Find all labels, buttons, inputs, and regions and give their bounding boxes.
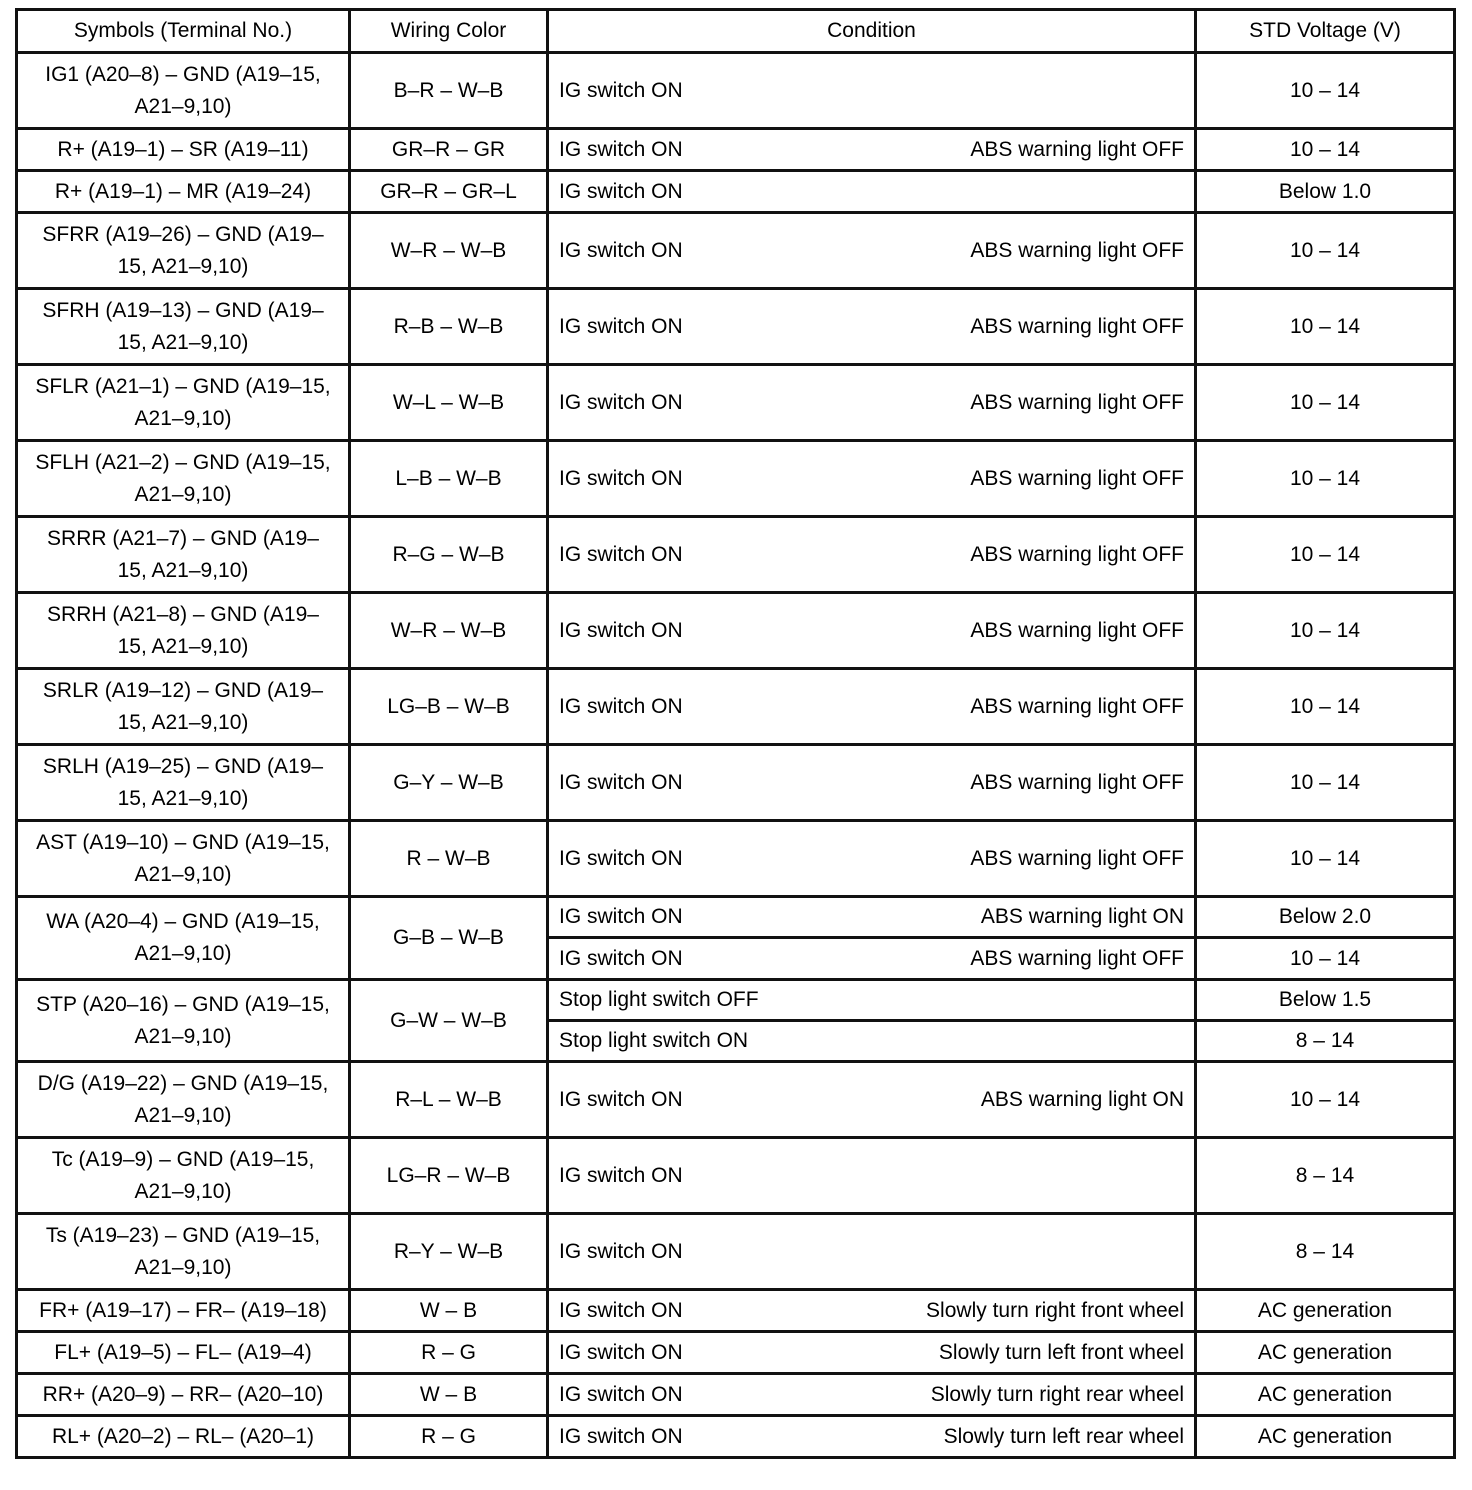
condition-main: IG switch ON <box>559 1087 683 1111</box>
condition-cell <box>548 1214 1196 1290</box>
condition-cell <box>548 53 1196 129</box>
symbols-cell <box>17 897 350 980</box>
condition-note: ABS warning light OFF <box>970 694 1184 718</box>
condition-main: IG switch ON <box>559 1424 683 1448</box>
condition-content <box>559 943 1184 975</box>
std-voltage-cell: 8 – 14 <box>1196 1021 1455 1062</box>
symbols-text: Tc (A19–9) – GND (A19–15, A21–9,10) <box>51 1147 315 1203</box>
wiring-color-cell: GR–R – GR <box>350 129 548 171</box>
condition-content <box>559 235 1184 267</box>
header-row <box>17 10 1455 53</box>
wiring-color-cell: R – G <box>350 1416 548 1458</box>
std-voltage-cell: 10 – 14 <box>1196 213 1455 289</box>
condition-main: IG switch ON <box>559 390 683 414</box>
wiring-color-cell: R–L – W–B <box>350 1062 548 1138</box>
condition-content <box>559 843 1184 875</box>
symbols-text: STP (A20–16) – GND (A19–15, A21–9,10) <box>36 992 330 1048</box>
wiring-color-cell: W–L – W–B <box>350 365 548 441</box>
condition-cell <box>548 821 1196 897</box>
wiring-color-cell: G–W – W–B <box>350 980 548 1062</box>
symbols-text: SRLH (A19–25) – GND (A19–15, A21–9,10) <box>42 754 324 810</box>
std-voltage-cell: 10 – 14 <box>1196 1062 1455 1138</box>
condition-content <box>559 311 1184 343</box>
symbols-text: FR+ (A19–17) – FR– (A19–18) <box>39 1298 327 1322</box>
condition-cell <box>548 938 1196 980</box>
symbols-text: R+ (A19–1) – MR (A19–24) <box>54 179 312 203</box>
symbols-text: AST (A19–10) – GND (A19–15, A21–9,10) <box>36 830 330 886</box>
symbols-text: RR+ (A20–9) – RR– (A20–10) <box>42 1382 324 1406</box>
wiring-color-cell: R–G – W–B <box>350 517 548 593</box>
table-row <box>17 745 1455 821</box>
symbols-text: SFRR (A19–26) – GND (A19–15, A21–9,10) <box>42 222 324 278</box>
condition-cell <box>548 980 1196 1021</box>
condition-content <box>559 134 1184 166</box>
condition-cell <box>548 593 1196 669</box>
condition-cell <box>548 517 1196 593</box>
wiring-color-cell: LG–R – W–B <box>350 1138 548 1214</box>
condition-main: IG switch ON <box>559 694 683 718</box>
condition-note: ABS warning light OFF <box>970 137 1184 161</box>
table-row <box>17 289 1455 365</box>
condition-note: ABS warning light OFF <box>970 314 1184 338</box>
condition-cell <box>548 289 1196 365</box>
symbols-text: IG1 (A20–8) – GND (A19–15, A21–9,10) <box>45 62 321 118</box>
condition-cell <box>548 1138 1196 1214</box>
condition-note: Slowly turn left front wheel <box>938 1340 1184 1364</box>
condition-main: IG switch ON <box>559 1298 683 1322</box>
table-row <box>17 897 1455 938</box>
condition-main: IG switch ON <box>559 618 683 642</box>
wiring-color-cell: R – W–B <box>350 821 548 897</box>
std-voltage-cell: AC generation <box>1196 1290 1455 1332</box>
table-row <box>17 821 1455 897</box>
symbols-cell <box>17 980 350 1062</box>
condition-note: ABS warning light OFF <box>970 846 1184 870</box>
condition-main: IG switch ON <box>559 238 683 262</box>
symbols-cell <box>17 365 350 441</box>
condition-main: IG switch ON <box>559 846 683 870</box>
condition-cell <box>548 1332 1196 1374</box>
std-voltage-cell: Below 1.5 <box>1196 980 1455 1021</box>
table-row <box>17 53 1455 129</box>
symbols-cell <box>17 1374 350 1416</box>
symbols-text: Ts (A19–23) – GND (A19–15, A21–9,10) <box>45 1223 321 1279</box>
condition-note: Slowly turn right front wheel <box>926 1298 1184 1322</box>
std-voltage-cell: AC generation <box>1196 1332 1455 1374</box>
std-voltage-cell: 8 – 14 <box>1196 1138 1455 1214</box>
condition-note: ABS warning light OFF <box>970 390 1184 414</box>
symbols-text: R+ (A19–1) – SR (A19–11) <box>57 137 309 161</box>
condition-note: ABS warning light OFF <box>970 466 1184 490</box>
std-voltage-cell: 10 – 14 <box>1196 365 1455 441</box>
symbols-cell <box>17 745 350 821</box>
condition-content <box>559 1160 1184 1192</box>
condition-content <box>559 1337 1184 1369</box>
wiring-color-cell: G–Y – W–B <box>350 745 548 821</box>
condition-content <box>559 176 1184 208</box>
condition-cell <box>548 897 1196 938</box>
condition-note: ABS warning light OFF <box>970 542 1184 566</box>
symbols-cell <box>17 1332 350 1374</box>
table-row <box>17 669 1455 745</box>
symbols-text: RL+ (A20–2) – RL– (A20–1) <box>51 1424 315 1448</box>
std-voltage-cell: 10 – 14 <box>1196 745 1455 821</box>
std-voltage-cell: AC generation <box>1196 1416 1455 1458</box>
condition-main: IG switch ON <box>559 314 683 338</box>
table-row <box>17 441 1455 517</box>
symbols-cell <box>17 53 350 129</box>
condition-content <box>559 387 1184 419</box>
condition-main: IG switch ON <box>559 137 683 161</box>
symbols-cell <box>17 669 350 745</box>
condition-main: IG switch ON <box>559 179 683 203</box>
condition-note: ABS warning light ON <box>980 905 1184 928</box>
std-voltage-cell: 10 – 14 <box>1196 517 1455 593</box>
table-row <box>17 1332 1455 1374</box>
condition-main: IG switch ON <box>559 78 683 102</box>
condition-main: IG switch ON <box>559 946 683 970</box>
symbols-cell <box>17 441 350 517</box>
condition-content <box>559 767 1184 799</box>
condition-main: IG switch ON <box>559 905 683 928</box>
table-row <box>17 171 1455 213</box>
std-voltage-cell: Below 2.0 <box>1196 897 1455 938</box>
condition-main: IG switch ON <box>559 1382 683 1406</box>
symbols-cell <box>17 821 350 897</box>
symbols-text: FL+ (A19–5) – FL– (A19–4) <box>54 1340 312 1364</box>
table-row <box>17 1138 1455 1214</box>
table-row <box>17 517 1455 593</box>
condition-content <box>559 1379 1184 1411</box>
table-row <box>17 1374 1455 1416</box>
condition-cell <box>548 1416 1196 1458</box>
symbols-cell <box>17 129 350 171</box>
table-row <box>17 980 1455 1021</box>
wiring-color-cell: W–R – W–B <box>350 213 548 289</box>
symbols-cell <box>17 171 350 213</box>
condition-cell <box>548 171 1196 213</box>
condition-cell <box>548 213 1196 289</box>
condition-cell <box>548 129 1196 171</box>
symbols-text: SFLH (A21–2) – GND (A19–15, A21–9,10) <box>35 450 331 506</box>
condition-note: ABS warning light OFF <box>970 618 1184 642</box>
wiring-color-cell: R – G <box>350 1332 548 1374</box>
symbols-cell <box>17 289 350 365</box>
symbols-cell <box>17 593 350 669</box>
condition-cell <box>548 441 1196 517</box>
std-voltage-cell: 10 – 14 <box>1196 441 1455 517</box>
condition-content <box>559 615 1184 647</box>
wiring-color-cell: GR–R – GR–L <box>350 171 548 213</box>
condition-main: IG switch ON <box>559 466 683 490</box>
condition-cell <box>548 1062 1196 1138</box>
wiring-color-cell: W – B <box>350 1290 548 1332</box>
std-voltage-cell: 8 – 14 <box>1196 1214 1455 1290</box>
wiring-color-cell: LG–B – W–B <box>350 669 548 745</box>
condition-main: Stop light switch ON <box>559 1029 749 1052</box>
table-body <box>17 53 1455 1458</box>
wiring-color-cell: R–Y – W–B <box>350 1214 548 1290</box>
table-row <box>17 593 1455 669</box>
condition-content <box>559 691 1184 723</box>
condition-content <box>559 1421 1184 1453</box>
wiring-color-cell: W–R – W–B <box>350 593 548 669</box>
condition-cell <box>548 1021 1196 1062</box>
symbols-text: SRRH (A21–8) – GND (A19–15, A21–9,10) <box>47 602 319 658</box>
table-row <box>17 213 1455 289</box>
wiring-color-cell: B–R – W–B <box>350 53 548 129</box>
header-condition: Condition <box>548 10 1196 53</box>
condition-cell <box>548 365 1196 441</box>
header-std-voltage: STD Voltage (V) <box>1196 10 1455 53</box>
condition-main: IG switch ON <box>559 1340 683 1364</box>
condition-content <box>559 901 1184 933</box>
symbols-cell <box>17 517 350 593</box>
condition-main: Stop light switch OFF <box>559 988 759 1011</box>
wiring-color-cell: G–B – W–B <box>350 897 548 980</box>
condition-content <box>559 463 1184 495</box>
condition-content <box>559 539 1184 571</box>
std-voltage-cell: AC generation <box>1196 1374 1455 1416</box>
wiring-color-cell: L–B – W–B <box>350 441 548 517</box>
symbols-text: WA (A20–4) – GND (A19–15, A21–9,10) <box>46 910 320 965</box>
condition-content <box>559 1084 1184 1116</box>
symbols-text: SFRH (A19–13) – GND (A19–15, A21–9,10) <box>42 298 324 354</box>
symbols-text: SRLR (A19–12) – GND (A19–15, A21–9,10) <box>42 678 324 734</box>
symbols-cell <box>17 1138 350 1214</box>
condition-content <box>559 1025 1184 1057</box>
wiring-color-cell: W – B <box>350 1374 548 1416</box>
condition-note: Slowly turn left rear wheel <box>943 1424 1184 1448</box>
std-voltage-cell: Below 1.0 <box>1196 171 1455 213</box>
condition-note: Slowly turn right rear wheel <box>930 1382 1184 1406</box>
symbols-cell <box>17 1214 350 1290</box>
symbols-cell <box>17 1416 350 1458</box>
condition-cell <box>548 669 1196 745</box>
terminal-voltage-sheet <box>15 8 1453 1459</box>
condition-content <box>559 75 1184 107</box>
symbols-cell <box>17 213 350 289</box>
std-voltage-cell: 10 – 14 <box>1196 669 1455 745</box>
condition-cell <box>548 1374 1196 1416</box>
table-row <box>17 1290 1455 1332</box>
table-row <box>17 365 1455 441</box>
condition-main: IG switch ON <box>559 542 683 566</box>
std-voltage-cell: 10 – 14 <box>1196 53 1455 129</box>
condition-cell <box>548 745 1196 821</box>
condition-main: IG switch ON <box>559 1163 683 1187</box>
condition-note: ABS warning light OFF <box>970 946 1184 970</box>
symbols-text: D/G (A19–22) – GND (A19–15, A21–9,10) <box>37 1071 329 1127</box>
header-symbols: Symbols (Terminal No.) <box>17 10 350 53</box>
condition-main: IG switch ON <box>559 770 683 794</box>
condition-cell <box>548 1290 1196 1332</box>
condition-main: IG switch ON <box>559 1239 683 1263</box>
symbols-text: SRRR (A21–7) – GND (A19–15, A21–9,10) <box>47 526 319 582</box>
condition-content <box>559 1236 1184 1268</box>
table-row <box>17 1062 1455 1138</box>
std-voltage-cell: 10 – 14 <box>1196 821 1455 897</box>
condition-note: ABS warning light ON <box>980 1087 1184 1111</box>
std-voltage-cell: 10 – 14 <box>1196 289 1455 365</box>
condition-content <box>559 984 1184 1016</box>
symbols-cell <box>17 1290 350 1332</box>
table-row <box>17 1214 1455 1290</box>
table-row <box>17 129 1455 171</box>
symbols-cell <box>17 1062 350 1138</box>
std-voltage-cell: 10 – 14 <box>1196 938 1455 980</box>
table-row <box>17 1416 1455 1458</box>
condition-note: ABS warning light OFF <box>970 770 1184 794</box>
condition-note: ABS warning light OFF <box>970 238 1184 262</box>
std-voltage-cell: 10 – 14 <box>1196 129 1455 171</box>
condition-content <box>559 1295 1184 1327</box>
terminal-voltage-table <box>15 8 1456 1459</box>
wiring-color-cell: R–B – W–B <box>350 289 548 365</box>
std-voltage-cell: 10 – 14 <box>1196 593 1455 669</box>
symbols-text: SFLR (A21–1) – GND (A19–15, A21–9,10) <box>35 374 331 430</box>
header-wiring-color: Wiring Color <box>350 10 548 53</box>
